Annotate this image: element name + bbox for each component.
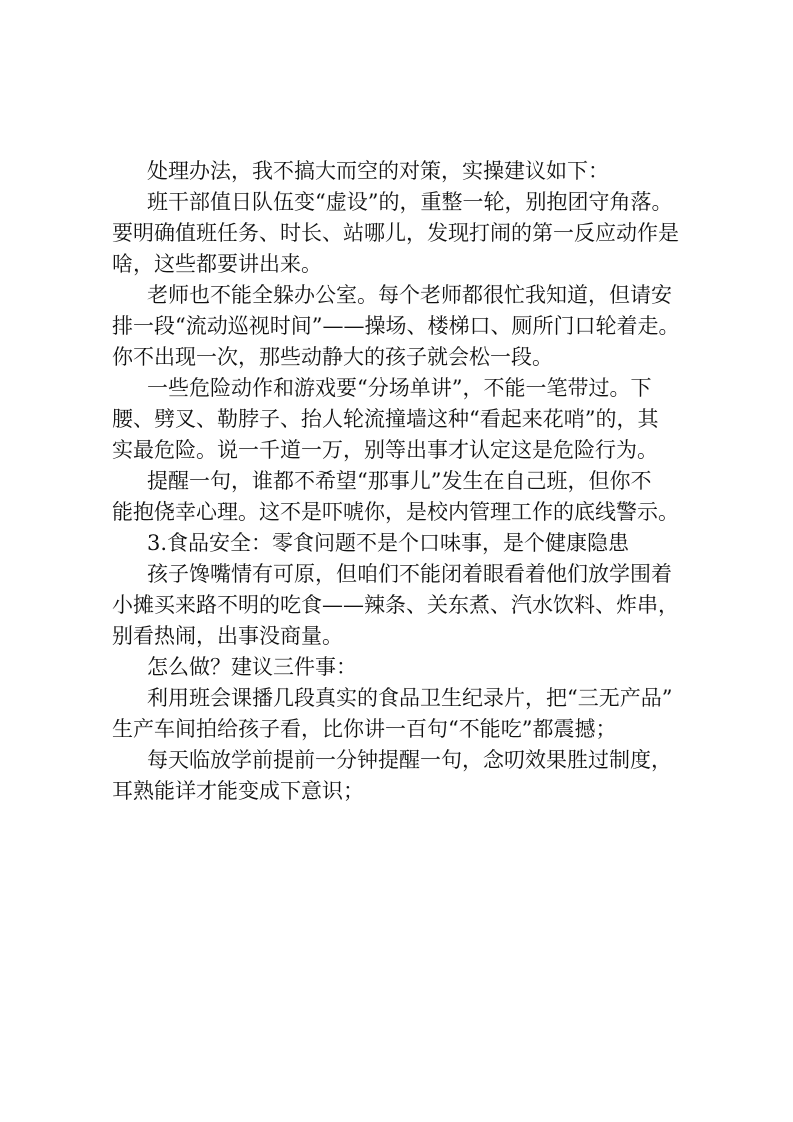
paragraph-line: 能抱侥幸心理。这不是吓唬你，是校内管理工作的底线警示。 [112, 500, 679, 524]
paragraph-line: 提醒一句，谁都不希望“那事儿”发生在自己班，但你不 [147, 469, 652, 493]
paragraph-line: 小摊买来路不明的吃食——辣条、关东煮、汽水饮料、炸串， [112, 593, 679, 617]
paragraph-line: 一些危险动作和游戏要“分场单讲”，不能一笔带过。下 [147, 376, 652, 400]
paragraph-line: 耳熟能详才能变成下意识； [112, 779, 364, 803]
paragraph-line: 啥，这些都要讲出来。 [112, 252, 322, 276]
paragraph-line: 孩子馋嘴情有可原，但咱们不能闭着眼看着他们放学围着 [147, 562, 672, 586]
paragraph-line: 处理办法，我不搞大而空的对策，实操建议如下： [147, 159, 609, 183]
paragraph-line: 生产车间拍给孩子看，比你讲一百句“不能吃”都震撼； [112, 717, 617, 741]
paragraph-line: 班干部值日队伍变“虚设”的，重整一轮，别抱团守角落。 [147, 190, 673, 214]
paragraph-line: 排一段“流动巡视时间”——操场、楼梯口、厕所门口轮着走。 [112, 314, 680, 338]
paragraph-line: 腰、劈叉、勒脖子、抬人轮流撞墙这种“看起来花哨”的，其 [112, 407, 659, 431]
paragraph-line: 每天临放学前提前一分钟提醒一句，念叨效果胜过制度， [147, 748, 672, 772]
section-heading: 3.食品安全：零食问题不是个口味事，是个健康隐患 [147, 531, 630, 555]
paragraph-line: 怎么做？建议三件事： [147, 655, 357, 679]
paragraph-line: 别看热闹，出事没商量。 [112, 624, 343, 648]
paragraph-line: 你不出现一次，那些动静大的孩子就会松一段。 [112, 345, 553, 369]
paragraph-line: 老师也不能全躲办公室。每个老师都很忙我知道，但请安 [147, 283, 672, 307]
paragraph-line: 利用班会课播几段真实的食品卫生纪录片，把“三无产品” [147, 686, 673, 710]
paragraph-line: 实最危险。说一千道一万，别等出事才认定这是危险行为。 [112, 438, 658, 462]
paragraph-line: 要明确值班任务、时长、站哪儿，发现打闹的第一反应动作是 [112, 221, 679, 245]
